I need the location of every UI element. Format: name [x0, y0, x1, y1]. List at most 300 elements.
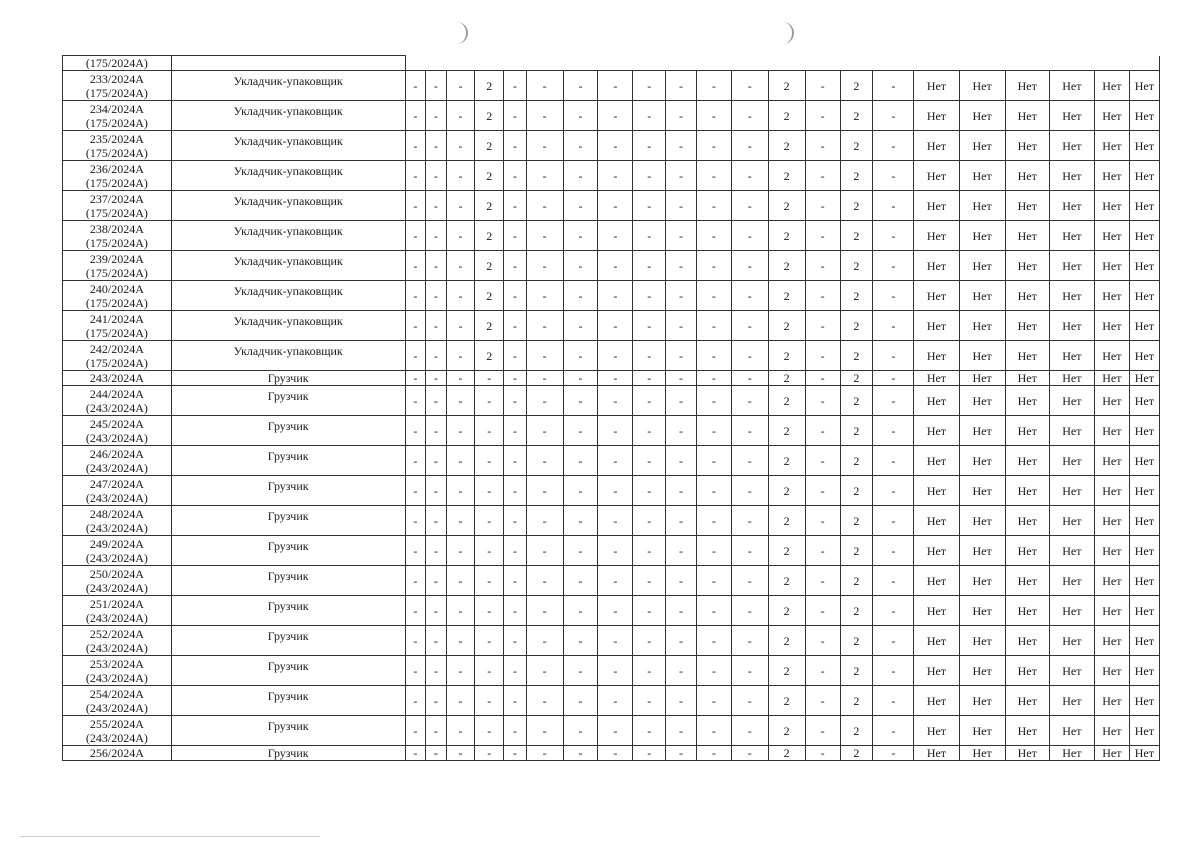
factor-class-cell: -: [563, 446, 598, 476]
factor-class-cell: -: [873, 386, 914, 416]
row-id: 234/2024А: [89, 101, 144, 116]
factor-class-cell: -: [666, 251, 697, 281]
factor-class-cell: 2: [768, 626, 805, 656]
factor-class-cell: -: [504, 476, 527, 506]
answer-cell: Нет: [1094, 191, 1129, 221]
factor-class-cell: -: [598, 626, 633, 656]
factor-class-cell: -: [598, 536, 633, 566]
factor-class-cell: -: [563, 371, 598, 386]
factor-class-cell: 2: [475, 311, 504, 341]
table-row: [63, 221, 1160, 251]
factor-class-cell: -: [696, 251, 731, 281]
position-name: Грузчик: [267, 658, 309, 673]
factor-class-cell: 2: [768, 746, 805, 761]
factor-class-cell: -: [633, 371, 666, 386]
factor-class-cell: -: [446, 251, 475, 281]
factor-class-cell: 2: [840, 101, 873, 131]
assessment-table: [62, 55, 1160, 761]
factor-class-cell: -: [426, 716, 447, 746]
table-row: [63, 506, 1160, 536]
factor-class-cell: -: [504, 596, 527, 626]
factor-class-cell: -: [504, 656, 527, 686]
factor-class-cell: -: [475, 686, 504, 716]
factor-class-cell: -: [633, 596, 666, 626]
factor-class-cell: 2: [840, 161, 873, 191]
factor-class-cell: -: [405, 656, 426, 686]
row-parent-id: (243/2024А): [85, 580, 148, 595]
factor-class-cell: -: [598, 71, 633, 101]
factor-class-cell: -: [475, 656, 504, 686]
factor-class-cell: -: [666, 416, 697, 446]
factor-class-cell: -: [731, 506, 768, 536]
factor-class-cell: -: [426, 536, 447, 566]
factor-class-cell: -: [446, 596, 475, 626]
factor-class-cell: -: [731, 416, 768, 446]
row-id: 253/2024А: [89, 656, 144, 671]
position-name: Укладчик-упаковщик: [233, 343, 343, 358]
row-parent-id: (243/2024А): [85, 490, 148, 505]
position-name: Грузчик: [267, 568, 309, 583]
factor-class-cell: -: [563, 386, 598, 416]
factor-class-cell: -: [563, 656, 598, 686]
answer-cell: Нет: [1129, 71, 1159, 101]
factor-class-cell: -: [598, 446, 633, 476]
factor-class-cell: -: [666, 716, 697, 746]
table-row: [63, 191, 1160, 221]
factor-class-cell: -: [563, 506, 598, 536]
factor-class-cell: -: [598, 386, 633, 416]
factor-class-cell: -: [446, 341, 475, 371]
position-cell: [171, 386, 405, 416]
factor-class-cell: -: [446, 476, 475, 506]
factor-class-cell: -: [696, 746, 731, 761]
answer-cell: Нет: [1049, 191, 1094, 221]
row-id-cell: [63, 446, 172, 476]
answer-cell: Нет: [914, 101, 959, 131]
position-name: Укладчик-упаковщик: [233, 103, 343, 118]
answer-cell: Нет: [1129, 476, 1159, 506]
answer-cell: Нет: [1005, 251, 1049, 281]
factor-class-cell: -: [633, 536, 666, 566]
answer-cell: Нет: [1049, 161, 1094, 191]
factor-class-cell: -: [504, 311, 527, 341]
factor-class-cell: -: [405, 251, 426, 281]
factor-class-cell: -: [696, 341, 731, 371]
factor-class-cell: -: [633, 416, 666, 446]
factor-class-cell: -: [475, 746, 504, 761]
factor-class-cell: 2: [840, 221, 873, 251]
position-name: Укладчик-упаковщик: [233, 133, 343, 148]
table-row: [63, 686, 1160, 716]
row-id: 256/2024А: [89, 746, 144, 760]
factor-class-cell: -: [666, 281, 697, 311]
factor-class-cell: 2: [768, 101, 805, 131]
factor-class-cell: 2: [840, 311, 873, 341]
table-row: [63, 446, 1160, 476]
factor-class-cell: -: [405, 716, 426, 746]
factor-class-cell: -: [446, 416, 475, 446]
row-id-cell: (175/2024А): [63, 56, 172, 71]
table-row: [63, 386, 1160, 416]
factor-class-cell: -: [504, 506, 527, 536]
factor-class-cell: -: [405, 311, 426, 341]
table-row: [63, 71, 1160, 101]
factor-class-cell: 2: [768, 596, 805, 626]
factor-class-cell: -: [405, 416, 426, 446]
answer-cell: Нет: [1129, 626, 1159, 656]
row-id: 242/2024А: [89, 341, 144, 356]
factor-class-cell: -: [731, 71, 768, 101]
answer-cell: Нет: [959, 416, 1005, 446]
factor-class-cell: -: [426, 221, 447, 251]
answer-cell: Нет: [959, 506, 1005, 536]
factor-class-cell: 2: [768, 536, 805, 566]
factor-class-cell: -: [526, 386, 563, 416]
factor-class-cell: -: [731, 191, 768, 221]
factor-class-cell: -: [873, 251, 914, 281]
position-cell: [171, 161, 405, 191]
factor-class-cell: -: [805, 386, 840, 416]
factor-class-cell: -: [805, 596, 840, 626]
position-name: Укладчик-упаковщик: [233, 253, 343, 268]
factor-class-cell: -: [731, 536, 768, 566]
factor-class-cell: -: [696, 506, 731, 536]
factor-class-cell: -: [633, 221, 666, 251]
factor-class-cell: -: [633, 716, 666, 746]
factor-class-cell: -: [446, 101, 475, 131]
factor-class-cell: -: [446, 446, 475, 476]
factor-class-cell: -: [731, 311, 768, 341]
factor-class-cell: -: [526, 71, 563, 101]
factor-class-cell: -: [475, 476, 504, 506]
position-name: Укладчик-упаковщик: [233, 223, 343, 238]
row-id-cell: [63, 686, 172, 716]
table-row: [63, 341, 1160, 371]
factor-class-cell: -: [873, 131, 914, 161]
answer-cell: Нет: [1049, 656, 1094, 686]
position-cell: [171, 281, 405, 311]
factor-class-cell: -: [446, 506, 475, 536]
answer-cell: Нет: [914, 371, 959, 386]
factor-class-cell: -: [504, 131, 527, 161]
answer-cell: Нет: [959, 71, 1005, 101]
factor-class-cell: 2: [475, 281, 504, 311]
answer-cell: Нет: [914, 536, 959, 566]
row-id-cell: [63, 311, 172, 341]
answer-cell: Нет: [1129, 191, 1159, 221]
table-row: [63, 161, 1160, 191]
factor-class-cell: -: [563, 191, 598, 221]
factor-class-cell: -: [731, 251, 768, 281]
row-parent-id: (243/2024А): [85, 400, 148, 415]
factor-class-cell: -: [598, 341, 633, 371]
factor-class-cell: -: [598, 371, 633, 386]
factor-class-cell: -: [805, 101, 840, 131]
factor-class-cell: -: [526, 716, 563, 746]
factor-class-cell: -: [805, 416, 840, 446]
factor-class-cell: -: [504, 416, 527, 446]
factor-class-cell: 2: [840, 341, 873, 371]
factor-class-cell: -: [405, 566, 426, 596]
factor-class-cell: -: [504, 716, 527, 746]
factor-class-cell: -: [426, 506, 447, 536]
factor-class-cell: -: [563, 476, 598, 506]
answer-cell: Нет: [1129, 536, 1159, 566]
table-row: [63, 746, 1160, 761]
row-parent-id: (243/2024А): [85, 610, 148, 625]
row-id: 240/2024А: [89, 281, 144, 296]
factor-class-cell: -: [598, 131, 633, 161]
factor-class-cell: -: [731, 161, 768, 191]
answer-cell: Нет: [914, 191, 959, 221]
row-id: 237/2024А: [89, 191, 144, 206]
factor-class-cell: -: [504, 161, 527, 191]
row-id-cell: [63, 506, 172, 536]
row-parent-id: (243/2024А): [85, 520, 148, 535]
factor-class-cell: 2: [768, 311, 805, 341]
factor-class-cell: -: [475, 506, 504, 536]
factor-class-cell: -: [696, 161, 731, 191]
position-cell: [171, 656, 405, 686]
punch-hole-mark: [778, 22, 794, 44]
factor-class-cell: -: [563, 686, 598, 716]
factor-class-cell: -: [633, 101, 666, 131]
position-name: Грузчик: [267, 448, 309, 463]
position-name: Грузчик: [267, 538, 309, 553]
factor-class-cell: -: [873, 311, 914, 341]
answer-cell: Нет: [1094, 281, 1129, 311]
factor-class-cell: -: [446, 131, 475, 161]
factor-class-cell: -: [526, 251, 563, 281]
answer-cell: Нет: [1005, 596, 1049, 626]
factor-class-cell: -: [666, 311, 697, 341]
factor-class-cell: -: [405, 341, 426, 371]
position-cell: [171, 191, 405, 221]
factor-class-cell: -: [598, 221, 633, 251]
factor-class-cell: 2: [768, 476, 805, 506]
factor-class-cell: -: [633, 656, 666, 686]
position-cell: [171, 311, 405, 341]
factor-class-cell: -: [731, 341, 768, 371]
answer-cell: Нет: [1129, 251, 1159, 281]
factor-class-cell: -: [504, 71, 527, 101]
answer-cell: Нет: [959, 281, 1005, 311]
factor-class-cell: -: [526, 281, 563, 311]
factor-class-cell: 2: [840, 746, 873, 761]
answer-cell: Нет: [1049, 506, 1094, 536]
answer-cell: Нет: [959, 596, 1005, 626]
factor-class-cell: -: [405, 506, 426, 536]
row-parent-id: (175/2024А): [85, 145, 148, 160]
position-name: Грузчик: [267, 418, 309, 433]
factor-class-cell: -: [405, 386, 426, 416]
factor-class-cell: -: [696, 476, 731, 506]
factor-class-cell: -: [666, 71, 697, 101]
factor-class-cell: -: [731, 686, 768, 716]
factor-class-cell: -: [731, 371, 768, 386]
factor-class-cell: -: [805, 626, 840, 656]
factor-class-cell: -: [526, 656, 563, 686]
factor-class-cell: -: [504, 686, 527, 716]
factor-class-cell: -: [475, 416, 504, 446]
factor-class-cell: -: [696, 416, 731, 446]
factor-class-cell: 2: [768, 71, 805, 101]
factor-class-cell: -: [633, 626, 666, 656]
factor-class-cell: -: [633, 566, 666, 596]
factor-class-cell: -: [598, 416, 633, 446]
factor-class-cell: -: [504, 536, 527, 566]
factor-class-cell: 2: [768, 341, 805, 371]
factor-class-cell: -: [633, 341, 666, 371]
factor-class-cell: 2: [840, 371, 873, 386]
row-id-cell: [63, 71, 172, 101]
factor-class-cell: -: [666, 476, 697, 506]
factor-class-cell: -: [426, 746, 447, 761]
factor-class-cell: 2: [768, 386, 805, 416]
answer-cell: Нет: [914, 746, 959, 761]
factor-class-cell: -: [446, 191, 475, 221]
factor-class-cell: 2: [840, 476, 873, 506]
factor-class-cell: -: [526, 341, 563, 371]
answer-cell: Нет: [1049, 371, 1094, 386]
factor-class-cell: 2: [768, 416, 805, 446]
position-name: Грузчик: [267, 598, 309, 613]
position-cell: [171, 416, 405, 446]
row-id: 252/2024А: [89, 626, 144, 641]
answer-cell: Нет: [1049, 386, 1094, 416]
row-parent-id: (175/2024А): [85, 175, 148, 190]
factor-class-cell: -: [405, 101, 426, 131]
row-id: 246/2024А: [89, 446, 144, 461]
answer-cell: Нет: [1005, 566, 1049, 596]
answer-cell: Нет: [1129, 746, 1159, 761]
answer-cell: Нет: [1049, 566, 1094, 596]
factor-class-cell: -: [633, 476, 666, 506]
answer-cell: Нет: [1129, 131, 1159, 161]
answer-cell: Нет: [1005, 446, 1049, 476]
factor-class-cell: -: [405, 71, 426, 101]
answer-cell: Нет: [1049, 101, 1094, 131]
factor-class-cell: -: [426, 311, 447, 341]
factor-class-cell: -: [633, 386, 666, 416]
factor-class-cell: -: [475, 596, 504, 626]
position-name: Грузчик: [267, 478, 309, 493]
factor-class-cell: -: [805, 536, 840, 566]
factor-class-cell: -: [504, 101, 527, 131]
factor-class-cell: -: [696, 596, 731, 626]
factor-class-cell: -: [598, 101, 633, 131]
answer-cell: Нет: [914, 596, 959, 626]
factor-class-cell: 2: [475, 101, 504, 131]
answer-cell: Нет: [1005, 71, 1049, 101]
factor-class-cell: -: [446, 386, 475, 416]
factor-class-cell: -: [405, 746, 426, 761]
factor-class-cell: -: [805, 371, 840, 386]
blank-cell: [405, 56, 1159, 71]
factor-class-cell: -: [504, 446, 527, 476]
factor-class-cell: -: [666, 596, 697, 626]
row-id-cell: [63, 101, 172, 131]
factor-class-cell: -: [405, 476, 426, 506]
factor-class-cell: 2: [475, 221, 504, 251]
row-id-cell: [63, 131, 172, 161]
factor-class-cell: -: [563, 221, 598, 251]
answer-cell: Нет: [1129, 371, 1159, 386]
factor-class-cell: -: [563, 71, 598, 101]
factor-class-cell: -: [666, 536, 697, 566]
factor-class-cell: -: [405, 446, 426, 476]
factor-class-cell: -: [563, 251, 598, 281]
answer-cell: Нет: [1094, 131, 1129, 161]
factor-class-cell: 2: [768, 566, 805, 596]
row-id-cell: [63, 341, 172, 371]
answer-cell: Нет: [1094, 416, 1129, 446]
factor-class-cell: -: [598, 596, 633, 626]
position-cell: [171, 71, 405, 101]
answer-cell: Нет: [1005, 191, 1049, 221]
answer-cell: Нет: [1005, 506, 1049, 536]
factor-class-cell: -: [666, 221, 697, 251]
row-parent-id: (243/2024А): [85, 730, 148, 745]
factor-class-cell: -: [805, 281, 840, 311]
factor-class-cell: 2: [475, 191, 504, 221]
answer-cell: Нет: [959, 221, 1005, 251]
factor-class-cell: -: [696, 536, 731, 566]
position-name: Грузчик: [267, 718, 309, 733]
factor-class-cell: -: [446, 716, 475, 746]
answer-cell: Нет: [1094, 596, 1129, 626]
factor-class-cell: -: [598, 311, 633, 341]
row-id: 238/2024А: [89, 221, 144, 236]
answer-cell: Нет: [1129, 506, 1159, 536]
factor-class-cell: 2: [768, 716, 805, 746]
row-id: 248/2024А: [89, 506, 144, 521]
factor-class-cell: -: [405, 596, 426, 626]
factor-class-cell: -: [873, 446, 914, 476]
factor-class-cell: -: [633, 446, 666, 476]
factor-class-cell: 2: [840, 416, 873, 446]
row-parent-id: (243/2024А): [85, 550, 148, 565]
table-row: [63, 311, 1160, 341]
answer-cell: Нет: [1129, 446, 1159, 476]
factor-class-cell: -: [633, 506, 666, 536]
factor-class-cell: -: [563, 161, 598, 191]
factor-class-cell: -: [426, 251, 447, 281]
row-id: 247/2024А: [89, 476, 144, 491]
factor-class-cell: -: [633, 281, 666, 311]
factor-class-cell: -: [504, 371, 527, 386]
factor-class-cell: -: [405, 371, 426, 386]
row-id-cell: [63, 221, 172, 251]
table-row: [63, 536, 1160, 566]
row-parent-id: (175/2024А): [85, 325, 148, 340]
factor-class-cell: -: [805, 191, 840, 221]
factor-class-cell: -: [598, 251, 633, 281]
factor-class-cell: -: [446, 746, 475, 761]
answer-cell: Нет: [914, 506, 959, 536]
row-id: 243/2024А: [89, 371, 144, 385]
factor-class-cell: -: [475, 371, 504, 386]
factor-class-cell: -: [873, 476, 914, 506]
answer-cell: Нет: [1049, 686, 1094, 716]
answer-cell: Нет: [1005, 101, 1049, 131]
factor-class-cell: 2: [768, 131, 805, 161]
answer-cell: Нет: [1005, 311, 1049, 341]
factor-class-cell: -: [805, 686, 840, 716]
row-id-cell: [63, 161, 172, 191]
answer-cell: Нет: [1094, 626, 1129, 656]
position-cell: [171, 746, 405, 761]
